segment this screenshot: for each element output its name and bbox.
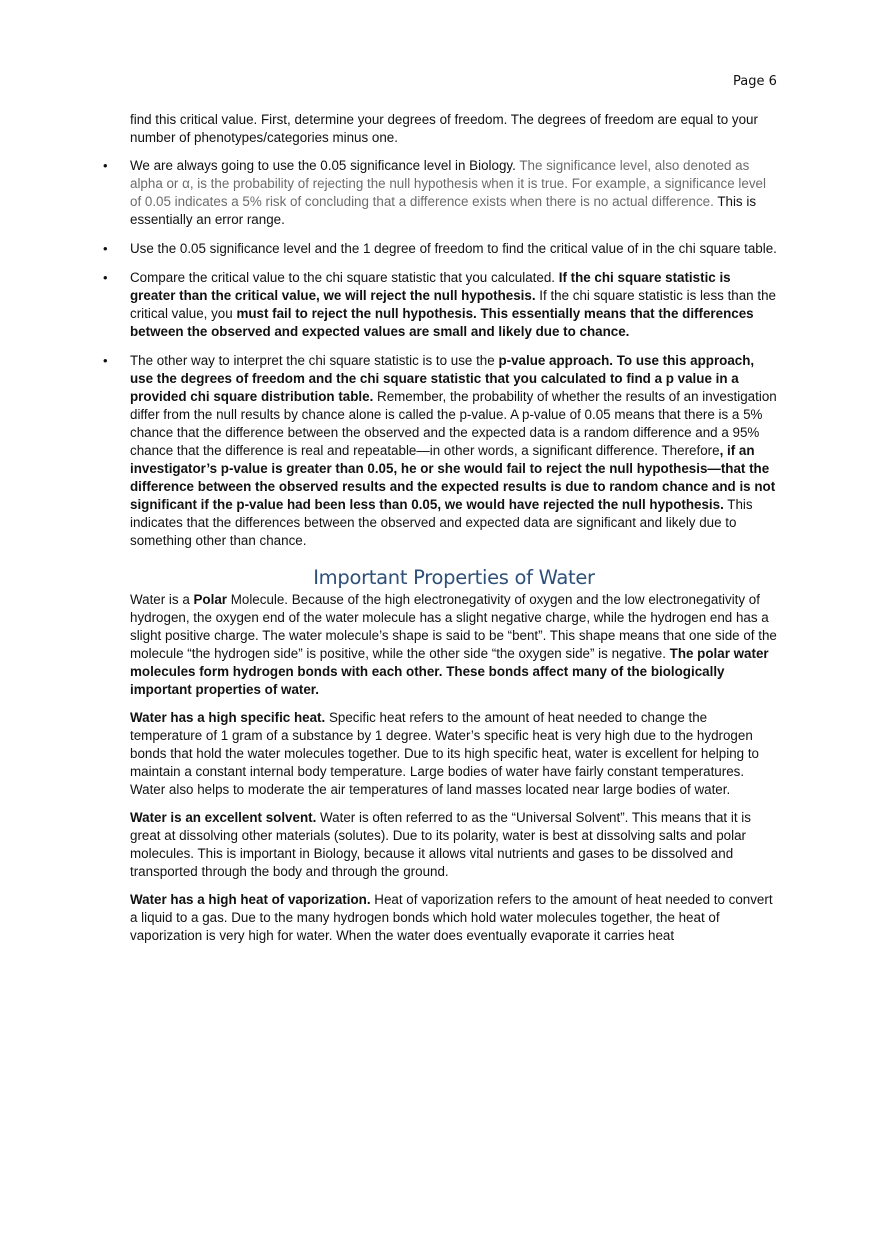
bullet-significance-level <box>130 157 778 229</box>
text-run-bold: Water has a high heat of vaporization. <box>130 892 371 907</box>
bullet-critical-value <box>130 240 778 258</box>
text-run: Remember, the probability of whether the results of an investigation differ from the null results by chance alone is called the p-value. A p-value of 0.05 means that there is a 5% chance that the difference between the observed and the expected data is a random difference and a 95% chance that the difference is real and repeatable—in other words, a significant difference. Therefore <box>130 389 777 458</box>
text-run-bold: p-value approach. To use this approach, use the degrees of freedom and the chi square statistic that you calculated to find a p value in a provided chi square distribution table. <box>130 353 755 404</box>
paragraph-heat-of-vaporization <box>130 891 778 945</box>
text-run: This indicates that the differences between the observed and expected data are significant and likely due to something other than chance. <box>130 497 753 548</box>
paragraph-polar-molecule <box>130 591 778 699</box>
text-run-bold: Water is an excellent solvent. <box>130 810 317 825</box>
chi-square-bullet-list <box>130 157 778 550</box>
text-run: Specific heat refers to the amount of heat needed to change the temperature of 1 gram of a substance by 1 degree. Water’s specific heat is very high due to the hydrogen bonds that hold the water molecules together. Due to its high specific heat, water is excellent for helping to maintain a constant internal body temperature. Large bodies of water have fairly constant temperatures. Water also helps to moderate the air temperatures of land masses located near large bodies of water. <box>130 710 759 797</box>
page-content <box>130 111 778 955</box>
text-run: Water is a <box>130 592 194 607</box>
text-run-bold: Water has a high specific heat. <box>130 710 326 725</box>
text-run-bold: If the chi square statistic is greater than the critical value, we will reject the null hypothesis. <box>130 270 731 303</box>
text-run-bold: Polar <box>193 592 227 607</box>
text-run-grey: The significance level, also denoted as alpha or α, is the probability of rejecting the null hypothesis when it is true. For example, a significance level of 0.05 indicates a 5% risk of concluding that a difference exists when there is no actual difference. <box>130 158 766 209</box>
section-heading: Important Properties of Water <box>313 566 595 589</box>
text-run-bold: , if an investigator’s p-value is greater than 0.05, he or she would fail to reject the null hypothesis—that the difference between the observed results and the expected results is due to random chance and is not significant if the p-value had been less than 0.05, we would have rejected the null hypothesis. <box>130 443 776 512</box>
paragraph-specific-heat <box>130 709 778 799</box>
text-run-bold: must fail to reject the null hypothesis. This essentially means that the differences between the observed and expected values are small and likely due to chance. <box>130 306 754 339</box>
text-run: Compare the critical value to the chi square statistic that you calculated. <box>130 270 559 285</box>
text-run: Molecule. Because of the high electronegativity of oxygen and the low electronegativity of hydrogen, the oxygen end of the water molecule has a slight negative charge, while the hydrogen end has a slight positive charge. The water molecule’s shape is said to be “bent”. This shape means that one side of the molecule “the hydrogen side” is positive, while the other side “the oxygen side” is negative. <box>130 592 777 661</box>
text-run: This is essentially an error range. <box>130 194 757 227</box>
intro-paragraph <box>130 111 778 147</box>
text-run: find this critical value. First, determine your degrees of freedom. The degrees of freedom are equal to your number of phenotypes/categories minus one. <box>130 112 758 145</box>
bullet-p-value-approach <box>130 352 778 550</box>
text-run: Heat of vaporization refers to the amount of heat needed to convert a liquid to a gas. Due to the many hydrogen bonds which hold water molecules together, the heat of vaporization is very high for water. When the water does eventually evaporate it carries heat <box>130 892 773 943</box>
text-run: Water is often referred to as the “Universal Solvent”. This means that it is great at dissolving other materials (solutes). Due to its polarity, water is best at dissolving salts and polar molecules. This is important in Biology, because it allows vital nutrients and gases to be dissolved and transported through the body and through the ground. <box>130 810 751 879</box>
page-number: Page 6 <box>733 74 777 89</box>
text-run: The other way to interpret the chi square statistic is to use the <box>130 353 499 368</box>
text-run: We are always going to use the 0.05 significance level in Biology. <box>130 158 520 173</box>
bullet-compare-statistic <box>130 269 778 341</box>
text-run: If the chi square statistic is less than the critical value, you <box>130 288 776 321</box>
text-run: Use the 0.05 significance level and the 1 degree of freedom to find the critical value of in the chi square table. <box>130 241 777 256</box>
paragraph-solvent <box>130 809 778 881</box>
text-run-bold: The polar water molecules form hydrogen bonds with each other. These bonds affect many of the biologically important properties of water. <box>130 646 769 697</box>
